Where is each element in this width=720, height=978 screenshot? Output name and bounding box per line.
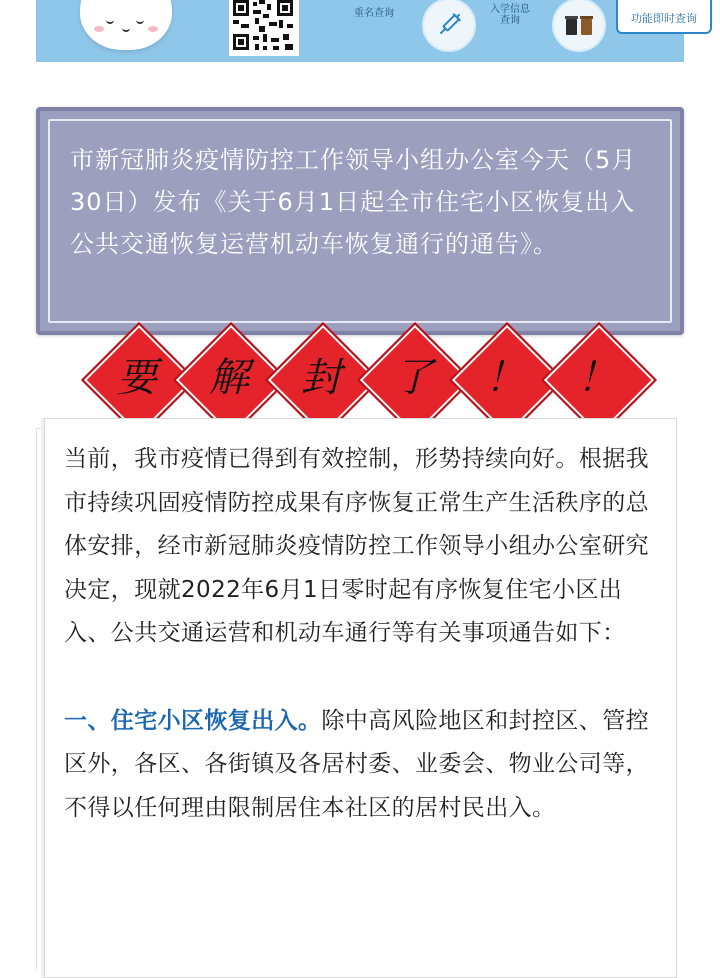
qr-code	[229, 0, 299, 56]
syringe-icon	[434, 10, 464, 40]
article-body	[64, 438, 664, 830]
section-1-body: 除中高风险地区和封控区、管控区外，各区、各街镇及各居村委、业委会、物业公司等，不得以任何理由限制居住本社区的居村民出入。	[64, 707, 650, 821]
diamond-char-5: ！	[485, 355, 525, 401]
mascot-mouth	[122, 26, 130, 32]
announcement-box	[36, 107, 684, 335]
article-paragraph-1: 当前，我市疫情已得到有效控制，形势持续向好。根据我市持续巩固疫情防控成果有序恢复正常生产生活秩序的总体安排，经市新冠肺炎疫情防控工作领导小组办公室研究决定，现就2022年6月1日零时起有序恢复住宅小区出入、公共交通运营和机动车通行等有关事项通告如下：	[64, 446, 649, 646]
enrollment-label-line2: 查询	[500, 15, 520, 26]
enrollment-query-label[interactable]	[482, 4, 538, 26]
mascot-right-cheek	[148, 26, 158, 32]
section-1-heading: 一、住宅小区恢复出入。	[64, 707, 322, 734]
name-check-label[interactable]: 重名查询	[354, 8, 394, 19]
diamond-char-4: 了	[393, 355, 433, 401]
mascot-left-eye	[106, 16, 114, 24]
function-query-label: 功能即时查询	[631, 12, 697, 25]
top-banner	[36, 0, 697, 62]
announcement-text: 市新冠肺炎疫情防控工作领导小组办公室今天（5月30日）发布《关于6月1日起全市住宅小区恢复出入公共交通恢复运营机动车恢复通行的通告》。	[70, 146, 637, 258]
article-section-1	[64, 700, 664, 831]
mascot-right-eye	[136, 16, 144, 24]
diamond-char-1: 要	[117, 355, 157, 401]
enrollment-label-line1: 入学信息	[490, 4, 530, 15]
rabbit-mascot-image	[80, 0, 172, 50]
mascot-left-cheek	[94, 26, 104, 32]
vaccine-badge[interactable]	[422, 0, 476, 52]
diamond-char-6: ！	[577, 355, 617, 401]
diamond-char-3: 封	[301, 355, 341, 401]
paragraph-gap	[64, 656, 664, 700]
waste-sorting-badge[interactable]	[552, 0, 606, 52]
diamond-char-2: 解	[209, 355, 249, 401]
trash-bins-icon	[563, 11, 595, 39]
function-query-button[interactable]	[616, 0, 712, 34]
